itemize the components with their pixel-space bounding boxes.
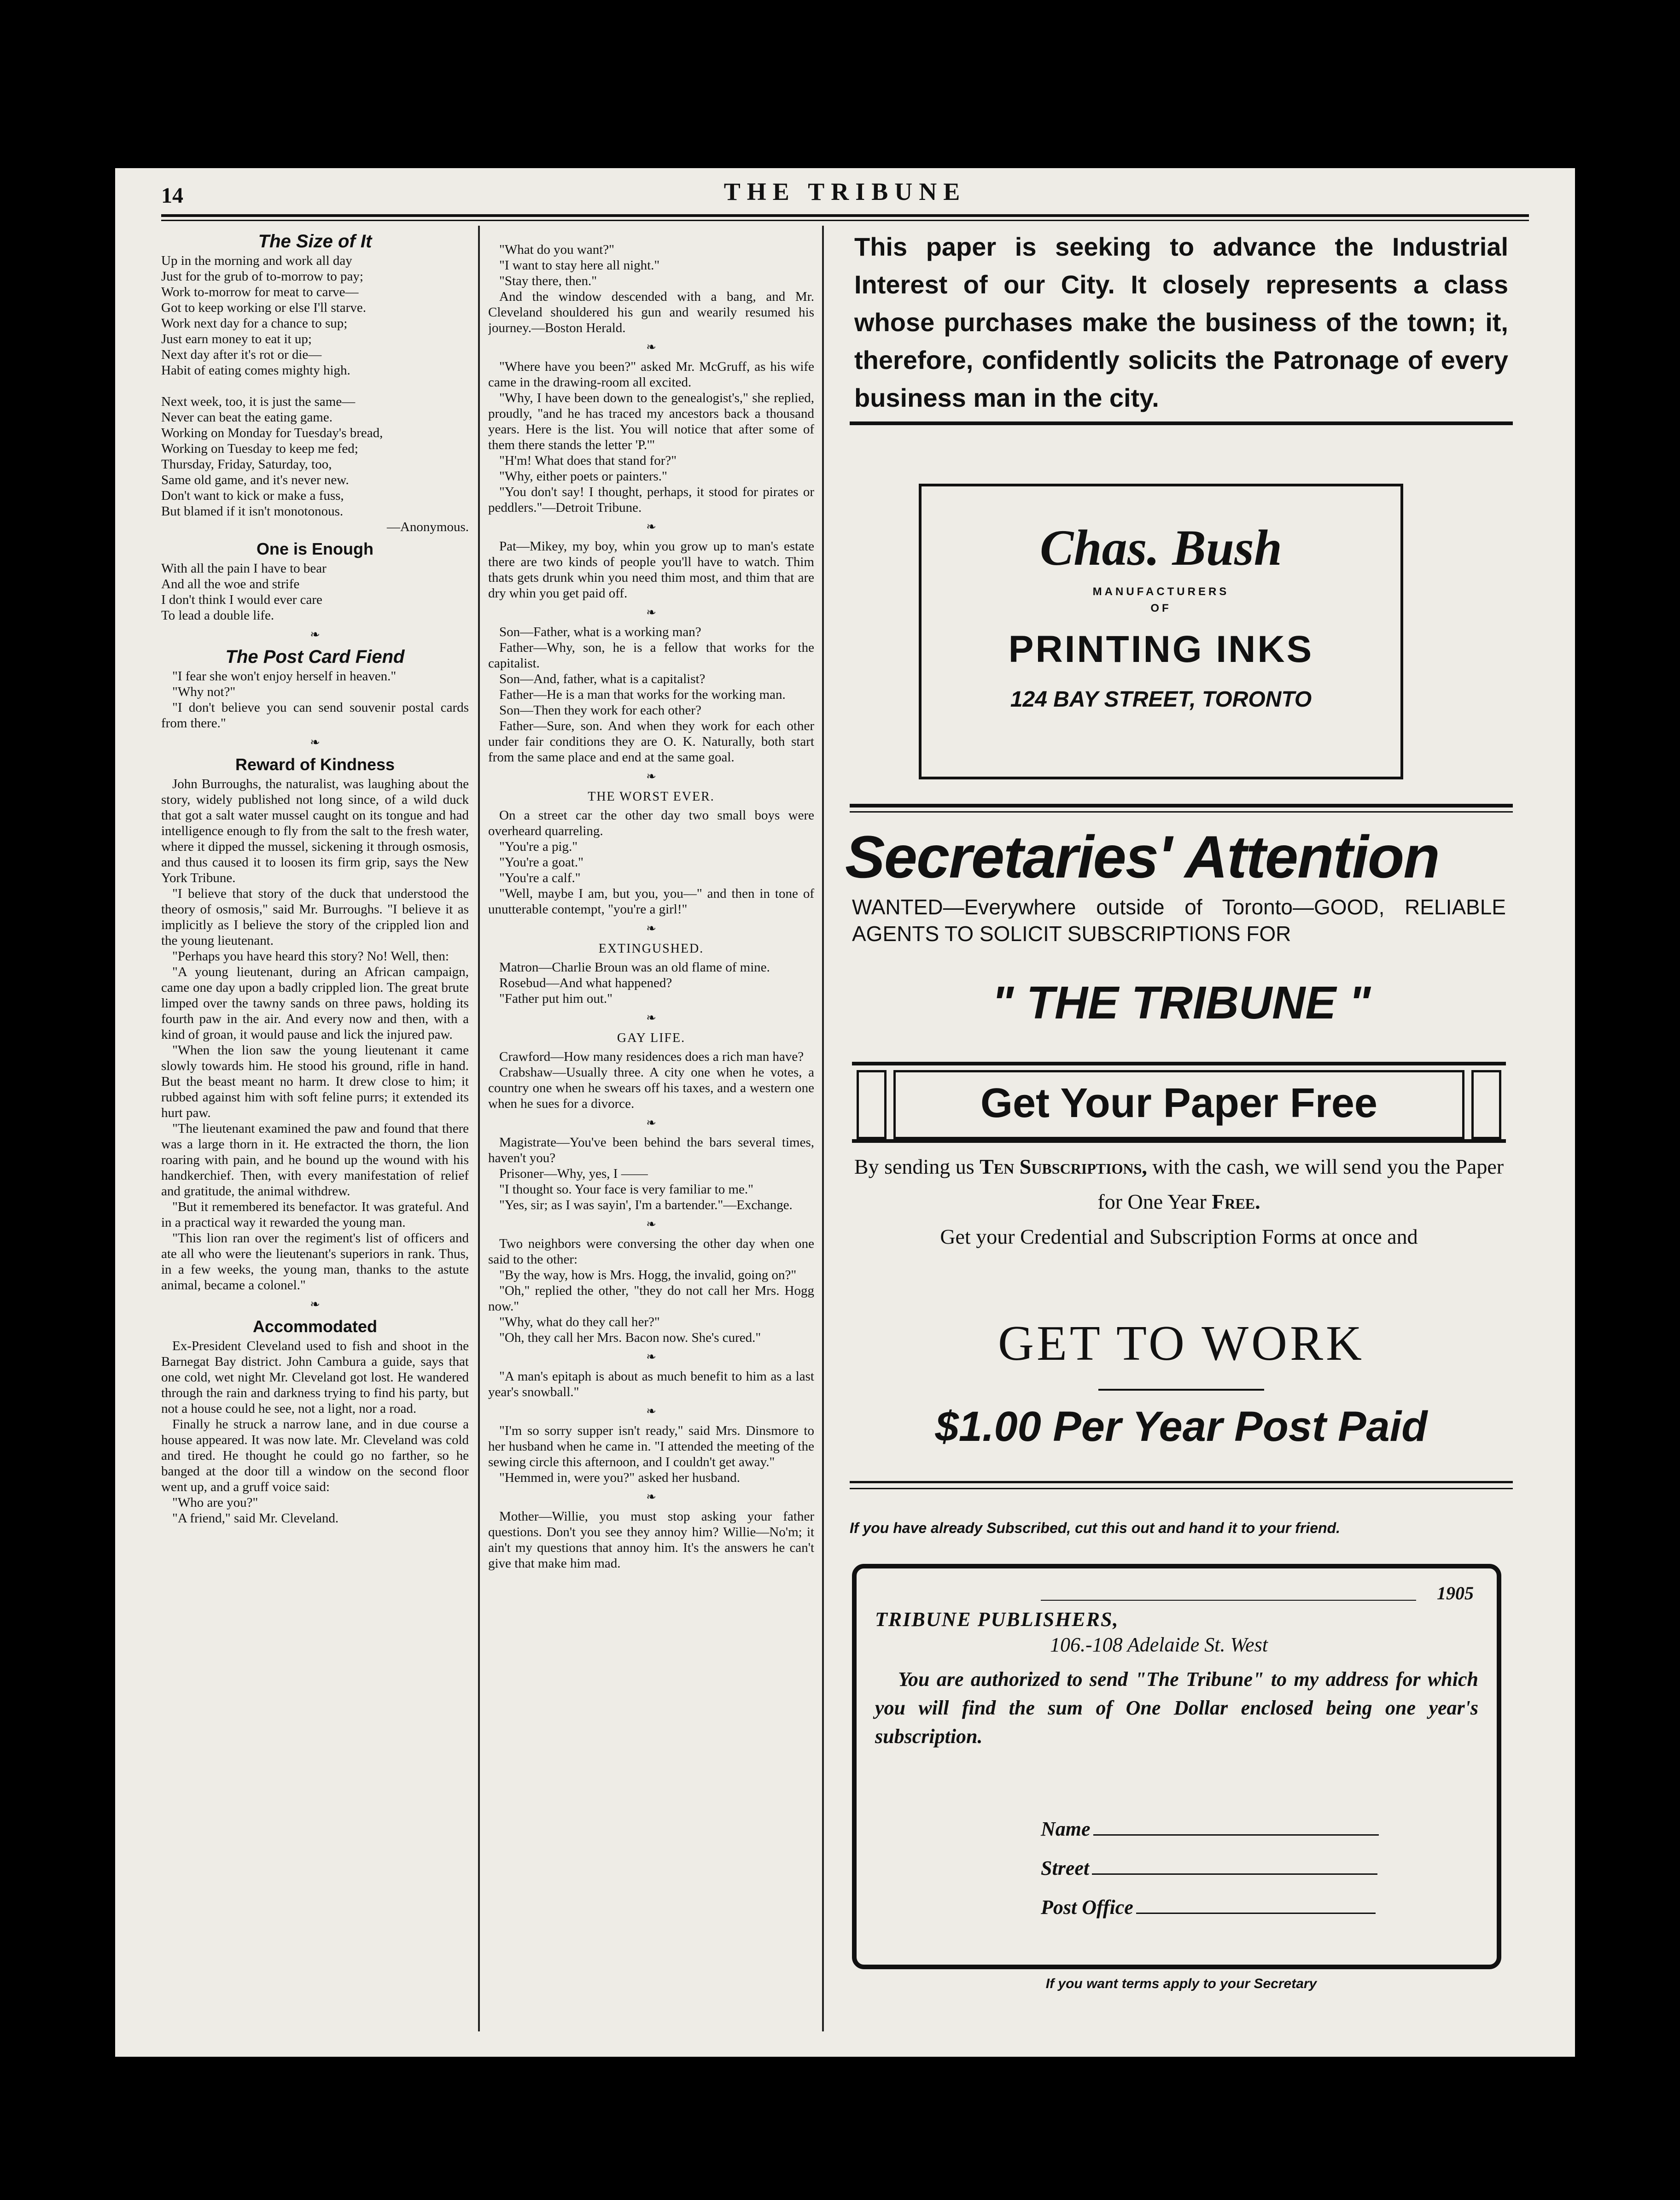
paragraph: "You're a calf." bbox=[499, 871, 581, 885]
form-name-label: Name bbox=[1041, 1818, 1091, 1840]
paragraph: "Father put him out." bbox=[499, 991, 612, 1006]
paragraph: "I'm so sorry supper isn't ready," said Mrs. Dinsmore to her husband when he came in. "I attended the meeting of the sewing circle this afternoon, and I couldn't get away." bbox=[488, 1423, 814, 1469]
article-mother bbox=[488, 1509, 814, 1571]
paragraph: "You don't say! I thought, perhaps, it stood for pirates or peddlers."—Detroit Tribune. bbox=[488, 485, 814, 515]
article-postcard bbox=[161, 668, 469, 731]
article-supper bbox=[488, 1423, 814, 1486]
paragraph: "Who are you?" bbox=[172, 1495, 258, 1510]
paragraph: "Why, I have been down to the genealogist's," she replied, proudly, "and he has traced my ancestors back a thousand years. Here is the list. You will notice that after some of them there stands the letter 'P.'" bbox=[488, 391, 814, 452]
paragraph: John Burroughs, the naturalist, was laughing about the story, widely published not long since, of a wild duck that got a salt water mussel caught on its tongue and had intelligence enough to fly from the salt to the fresh water, where it dipped the mussel, sickening it through osmosis, and thus caused it to loosen its firm grip, says the New York Tribune. bbox=[161, 777, 469, 885]
notice-rule bbox=[850, 421, 1513, 425]
article-epitaph bbox=[488, 1369, 814, 1400]
section-rule-thin bbox=[850, 1488, 1513, 1489]
banner-ornament-right bbox=[1471, 1070, 1501, 1139]
paragraph: "Oh, they call her Mrs. Bacon now. She's cured." bbox=[499, 1330, 761, 1345]
offer-free: Free. bbox=[1212, 1190, 1260, 1213]
name-line bbox=[1093, 1819, 1379, 1836]
section-rule bbox=[850, 804, 1513, 807]
poem-line: Just for the grub of to-morrow to pay; bbox=[161, 269, 363, 284]
paragraph: Father—He is a man that works for the working man. bbox=[499, 687, 786, 702]
post-office-line bbox=[1136, 1897, 1376, 1914]
credential-text: Get your Credential and Subscription Forms at once and bbox=[940, 1225, 1418, 1248]
article-gay-life bbox=[488, 1049, 814, 1112]
column-divider bbox=[478, 226, 480, 2031]
poem-line: With all the pain I have to bear bbox=[161, 561, 327, 576]
paragraph: Crabshaw—Usually three. A city one when he votes, a country one when he swears off his taxes, and a western one when he sues for a divorce. bbox=[488, 1065, 814, 1111]
column-1 bbox=[161, 227, 469, 2033]
article-title-postcard: The Post Card Fiend bbox=[225, 647, 405, 667]
paragraph: "But it remembered its benefactor. It was grateful. And in a practical way it rewarded the young man. bbox=[161, 1199, 469, 1230]
ornament-icon: ❧ bbox=[646, 1217, 656, 1231]
paragraph: "Why, either poets or painters." bbox=[499, 469, 667, 484]
ornament-icon: ❧ bbox=[646, 606, 656, 619]
bush-company-name: Chas. Bush bbox=[1040, 520, 1282, 576]
ornament-icon: ❧ bbox=[646, 1350, 656, 1363]
offer-text-b: with the cash, we will send you the Paper for One Year bbox=[1097, 1155, 1504, 1213]
get-to-work-heading: GET TO WORK bbox=[998, 1316, 1365, 1371]
ornament-icon: ❧ bbox=[646, 922, 656, 935]
newspaper-page bbox=[115, 168, 1575, 2057]
poem-line: Working on Tuesday to keep me fed; bbox=[161, 441, 358, 456]
article-kindness bbox=[161, 776, 469, 1293]
bush-product: PRINTING INKS bbox=[1008, 628, 1314, 670]
paragraph: "A man's epitaph is about as much benefit to him as a last year's snowball." bbox=[488, 1369, 814, 1399]
section-rule-thin bbox=[850, 811, 1513, 813]
bush-manufacturers-label: MANUFACTURERS bbox=[1092, 585, 1230, 598]
bush-address: 124 BAY STREET, TORONTO bbox=[1010, 687, 1312, 712]
poem-line: Next day after it's rot or die— bbox=[161, 347, 322, 362]
poem-line: Work next day for a chance to sup; bbox=[161, 316, 348, 331]
paragraph: Prisoner—Why, yes, I —— bbox=[499, 1166, 648, 1181]
offer-ten-subscriptions: Ten Subscriptions, bbox=[980, 1155, 1147, 1178]
form-street-field bbox=[1041, 1856, 1377, 1880]
paragraph: Ex-President Cleveland used to fish and shoot in the Barnegat Bay district. John Cambura a guide, says that one cold, wet night Mr. Cleveland got lost. He wandered through the rain and darkness trying to find his party, but not a house could he see, not a light, nor a road. bbox=[161, 1339, 469, 1416]
column-2 bbox=[488, 242, 814, 2034]
article-title-extinguished: EXTINGUSHED. bbox=[598, 942, 704, 956]
terms-note: If you want terms apply to your Secretary bbox=[1045, 1976, 1317, 1991]
bush-of-label: OF bbox=[1150, 602, 1172, 614]
poem-line: Thursday, Friday, Saturday, too, bbox=[161, 457, 332, 472]
paragraph: "What do you want?" bbox=[499, 242, 614, 257]
paragraph: "Why, what do they call her?" bbox=[499, 1315, 660, 1329]
paragraph: "I want to stay here all night." bbox=[499, 258, 660, 273]
paragraph: Crawford—How many residences does a rich man have? bbox=[499, 1049, 804, 1064]
poem-line: Don't want to kick or make a fuss, bbox=[161, 488, 344, 503]
article-title-worst: THE WORST EVER. bbox=[588, 790, 715, 804]
ornament-icon: ❧ bbox=[646, 520, 656, 533]
article-worst-ever bbox=[488, 807, 814, 917]
form-post-office-field bbox=[1041, 1896, 1376, 1919]
article-cleveland-end bbox=[488, 242, 814, 336]
ornament-icon: ❧ bbox=[646, 770, 656, 783]
paragraph: Son—And, father, what is a capitalist? bbox=[499, 672, 706, 686]
paragraph: "I thought so. Your face is very familiar to me." bbox=[499, 1182, 754, 1197]
article-son-father bbox=[488, 624, 814, 765]
article-neighbors bbox=[488, 1236, 814, 1346]
header-rule bbox=[161, 214, 1529, 217]
paragraph: "The lieutenant examined the paw and found that there was a large thorn in it. He extracted the thorn, the lion roaring with pain, and he bound up the wound with his handkerchief. Then, with every manifestation of relief and gratitude, the animal withdrew. bbox=[161, 1121, 469, 1199]
poem-line: To lead a double life. bbox=[161, 608, 274, 623]
poem-line: Working on Monday for Tuesday's bread, bbox=[161, 426, 383, 440]
page-header bbox=[161, 177, 1529, 210]
ornament-icon: ❧ bbox=[646, 1404, 656, 1418]
article-mcgruff bbox=[488, 359, 814, 515]
page-number: 14 bbox=[161, 183, 183, 208]
article-magistrate bbox=[488, 1135, 814, 1213]
article-title-gay-life: GAY LIFE. bbox=[617, 1031, 686, 1045]
poem-line: Never can beat the eating game. bbox=[161, 410, 332, 425]
paragraph: "A young lieutenant, during an African campaign, came one day upon a badly crippled lion. The great brute limped over the tawny sands on three paws, holding its fourth paw in the air. And every now and then, with a kind of groan, it would pause and lick the injured paw. bbox=[161, 965, 469, 1042]
paragraph: Finally he struck a narrow lane, and in due course a house appeared. It was now late. Mr. Cleveland was cold and tired. He thought he could go no farther, so he banged at the door till a window on the second floor went up, and a gruff voice said: bbox=[161, 1417, 469, 1494]
paragraph: Magistrate—You've been behind the bars several times, haven't you? bbox=[488, 1135, 814, 1165]
column-divider bbox=[822, 226, 824, 2031]
article-title-kindness: Reward of Kindness bbox=[235, 755, 395, 774]
article-accommodated bbox=[161, 1338, 469, 1526]
form-post-office-label: Post Office bbox=[1041, 1896, 1133, 1919]
paragraph: "This lion ran over the regiment's list of officers and ate all who were the lieutenant's superiors in rank. Thus, in a few weeks, the young man, thanks to the astute animal, became a colonel." bbox=[161, 1231, 469, 1293]
poem-line: Got to keep working or else I'll starve. bbox=[161, 300, 366, 315]
paragraph: On a street car the other day two small boys were overheard quarreling. bbox=[488, 808, 814, 838]
paragraph: Matron—Charlie Broun was an old flame of mine. bbox=[499, 960, 770, 975]
paragraph: "A friend," said Mr. Cleveland. bbox=[172, 1511, 339, 1526]
poem-line: Same old game, and it's never new. bbox=[161, 473, 349, 487]
poem-line: I don't think I would ever care bbox=[161, 592, 322, 607]
get-paper-free-text: Get Your Paper Free bbox=[893, 1070, 1464, 1139]
date-line bbox=[1041, 1600, 1416, 1601]
ornament-icon: ❧ bbox=[310, 1298, 320, 1311]
paragraph: "Hemmed in, were you?" asked her husband. bbox=[499, 1470, 740, 1485]
paragraph: Son—Father, what is a working man? bbox=[499, 625, 701, 639]
article-title-accommodated: Accommodated bbox=[252, 1317, 378, 1336]
paragraph: "When the lion saw the young lieutenant it came slowly towards him. He stood his ground, rifle in hand. But the beast meant no harm. It drew close to him; it rubbed against him with soft feline purrs; it extended its hurt paw. bbox=[161, 1043, 469, 1120]
form-publisher: TRIBUNE PUBLISHERS, bbox=[875, 1608, 1119, 1631]
subscribed-note: If you have already Subscribed, cut this out and hand it to your friend. bbox=[850, 1520, 1341, 1536]
article-title-size: The Size of It bbox=[258, 231, 372, 252]
poem-line: Next week, too, it is just the same— bbox=[161, 394, 356, 409]
newspaper-title: THE TRIBUNE bbox=[723, 178, 967, 205]
secretaries-attention-heading: Secretaries' Attention bbox=[845, 823, 1439, 890]
article-title-enough: One is Enough bbox=[256, 539, 373, 558]
ornament-icon: ❧ bbox=[646, 340, 656, 354]
bush-advertisement bbox=[919, 484, 1403, 779]
paragraph: Father—Sure, son. And when they work for each other under fair conditions they are O. K. Naturally, both start from the same place and end at the same goal. bbox=[488, 719, 814, 765]
form-street-label: Street bbox=[1041, 1857, 1090, 1879]
paragraph: "Why not?" bbox=[172, 685, 236, 699]
paragraph: Son—Then they work for each other? bbox=[499, 703, 701, 718]
paragraph: "Stay there, then." bbox=[499, 274, 597, 288]
offer-text-a: By sending us bbox=[854, 1155, 974, 1178]
poem-attribution: —Anonymous. bbox=[386, 520, 469, 534]
poem-line bbox=[161, 378, 469, 394]
poem-line: Habit of eating comes mighty high. bbox=[161, 363, 350, 378]
form-publisher-street: 106.-108 Adelaide St. West bbox=[1050, 1633, 1268, 1656]
paragraph: "H'm! What does that stand for?" bbox=[499, 453, 677, 468]
ornament-icon: ❧ bbox=[646, 1116, 656, 1129]
paragraph: "I believe that story of the duck that understood the theory of osmosis," said Mr. Burroughs. "I believe it as implicitly as I believe the story of the crippled lion and the young lieutenant. bbox=[161, 886, 469, 948]
subscription-form bbox=[852, 1564, 1501, 1969]
paragraph: "I don't believe you can send souvenir postal cards from there." bbox=[161, 700, 469, 731]
paragraph: "Where have you been?" asked Mr. McGruff, as his wife came in the drawing-room all excited. bbox=[488, 359, 814, 390]
paragraph: Pat—Mikey, my boy, whin you grow up to man's estate there are two kinds of people you'll have to watch. Thim thats gets drunk whin you need thim most, and thim that are dry whin you get paid off. bbox=[488, 539, 814, 601]
poem-line: And all the woe and strife bbox=[161, 577, 300, 591]
paragraph: "I fear she won't enjoy herself in heaven." bbox=[172, 669, 397, 684]
header-rule-thin bbox=[161, 220, 1529, 221]
section-rule bbox=[850, 1481, 1513, 1483]
paragraph: "Perhaps you have heard this story? No! Well, then: bbox=[172, 949, 449, 964]
paragraph: "Oh," replied the other, "they do not call her Mrs. Hogg now." bbox=[488, 1283, 814, 1314]
subscription-price: $1.00 Per Year Post Paid bbox=[935, 1403, 1428, 1450]
paragraph: Mother—Willie, you must stop asking your father questions. Don't you see they annoy him? Willie—No'm; it ain't my questions that annoy him. It's the answers he can't give that make him mad. bbox=[488, 1509, 814, 1571]
paragraph: "Well, maybe I am, but you, you—" and then in tone of unutterable contempt, "you're a girl!" bbox=[488, 886, 814, 917]
form-authorization-text: You are authorized to send "The Tribune" to my address for which you will find the sum of One Dollar enclosed being one year's subscription. bbox=[875, 1668, 1478, 1748]
poem-line: Just earn money to eat it up; bbox=[161, 332, 312, 346]
poem-line: But blamed if it isn't monotonous. bbox=[161, 504, 344, 519]
article-extinguished bbox=[488, 960, 814, 1006]
article-pat bbox=[488, 538, 814, 601]
street-line bbox=[1092, 1858, 1377, 1875]
tribune-name: " THE TRIBUNE " bbox=[992, 977, 1371, 1029]
paragraph: Rosebud—And what happened? bbox=[499, 976, 672, 990]
subscription-offer bbox=[852, 1149, 1506, 1254]
paragraph: "Yes, sir; as I was sayin', I'm a bartender."—Exchange. bbox=[499, 1198, 793, 1212]
poem-one-is-enough bbox=[161, 561, 469, 623]
paragraph: And the window descended with a bang, and Mr. Cleveland shouldered his gun and wearily resumed his journey.—Boston Herald. bbox=[488, 289, 814, 335]
ornament-icon: ❧ bbox=[310, 628, 320, 641]
ornament-icon: ❧ bbox=[310, 736, 320, 749]
paragraph: Father—Why, son, he is a fellow that works for the capitalist. bbox=[488, 640, 814, 671]
paragraph: "By the way, how is Mrs. Hogg, the invalid, going on?" bbox=[499, 1268, 797, 1282]
form-year: 1905 bbox=[1437, 1583, 1474, 1603]
get-paper-free-banner bbox=[852, 1062, 1506, 1143]
wanted-agents-text: WANTED—Everywhere outside of Toronto—GOOD, RELIABLE AGENTS TO SOLICIT SUBSCRIPTIONS FOR bbox=[852, 895, 1506, 946]
poem-line: Work to-morrow for meat to carve— bbox=[161, 285, 359, 299]
poem-line: Up in the morning and work all day bbox=[161, 253, 352, 268]
advertisement-column bbox=[840, 228, 1531, 2048]
ornament-icon: ❧ bbox=[646, 1011, 656, 1024]
patronage-notice: This paper is seeking to advance the Industrial Interest of our City. It closely represents a class whose purchases make the business of the town; it, therefore, confidently solicits the Patronage of every business man in the city. bbox=[854, 232, 1508, 412]
short-rule bbox=[1098, 1389, 1264, 1391]
ornament-icon: ❧ bbox=[646, 1490, 656, 1504]
poem-size-of-it bbox=[161, 253, 469, 519]
paragraph: Two neighbors were conversing the other day when one said to the other: bbox=[488, 1236, 814, 1267]
paragraph: "You're a pig." bbox=[499, 839, 578, 854]
paragraph: "You're a goat." bbox=[499, 855, 584, 870]
form-name-field bbox=[1041, 1817, 1379, 1841]
banner-ornament-left bbox=[857, 1070, 887, 1139]
